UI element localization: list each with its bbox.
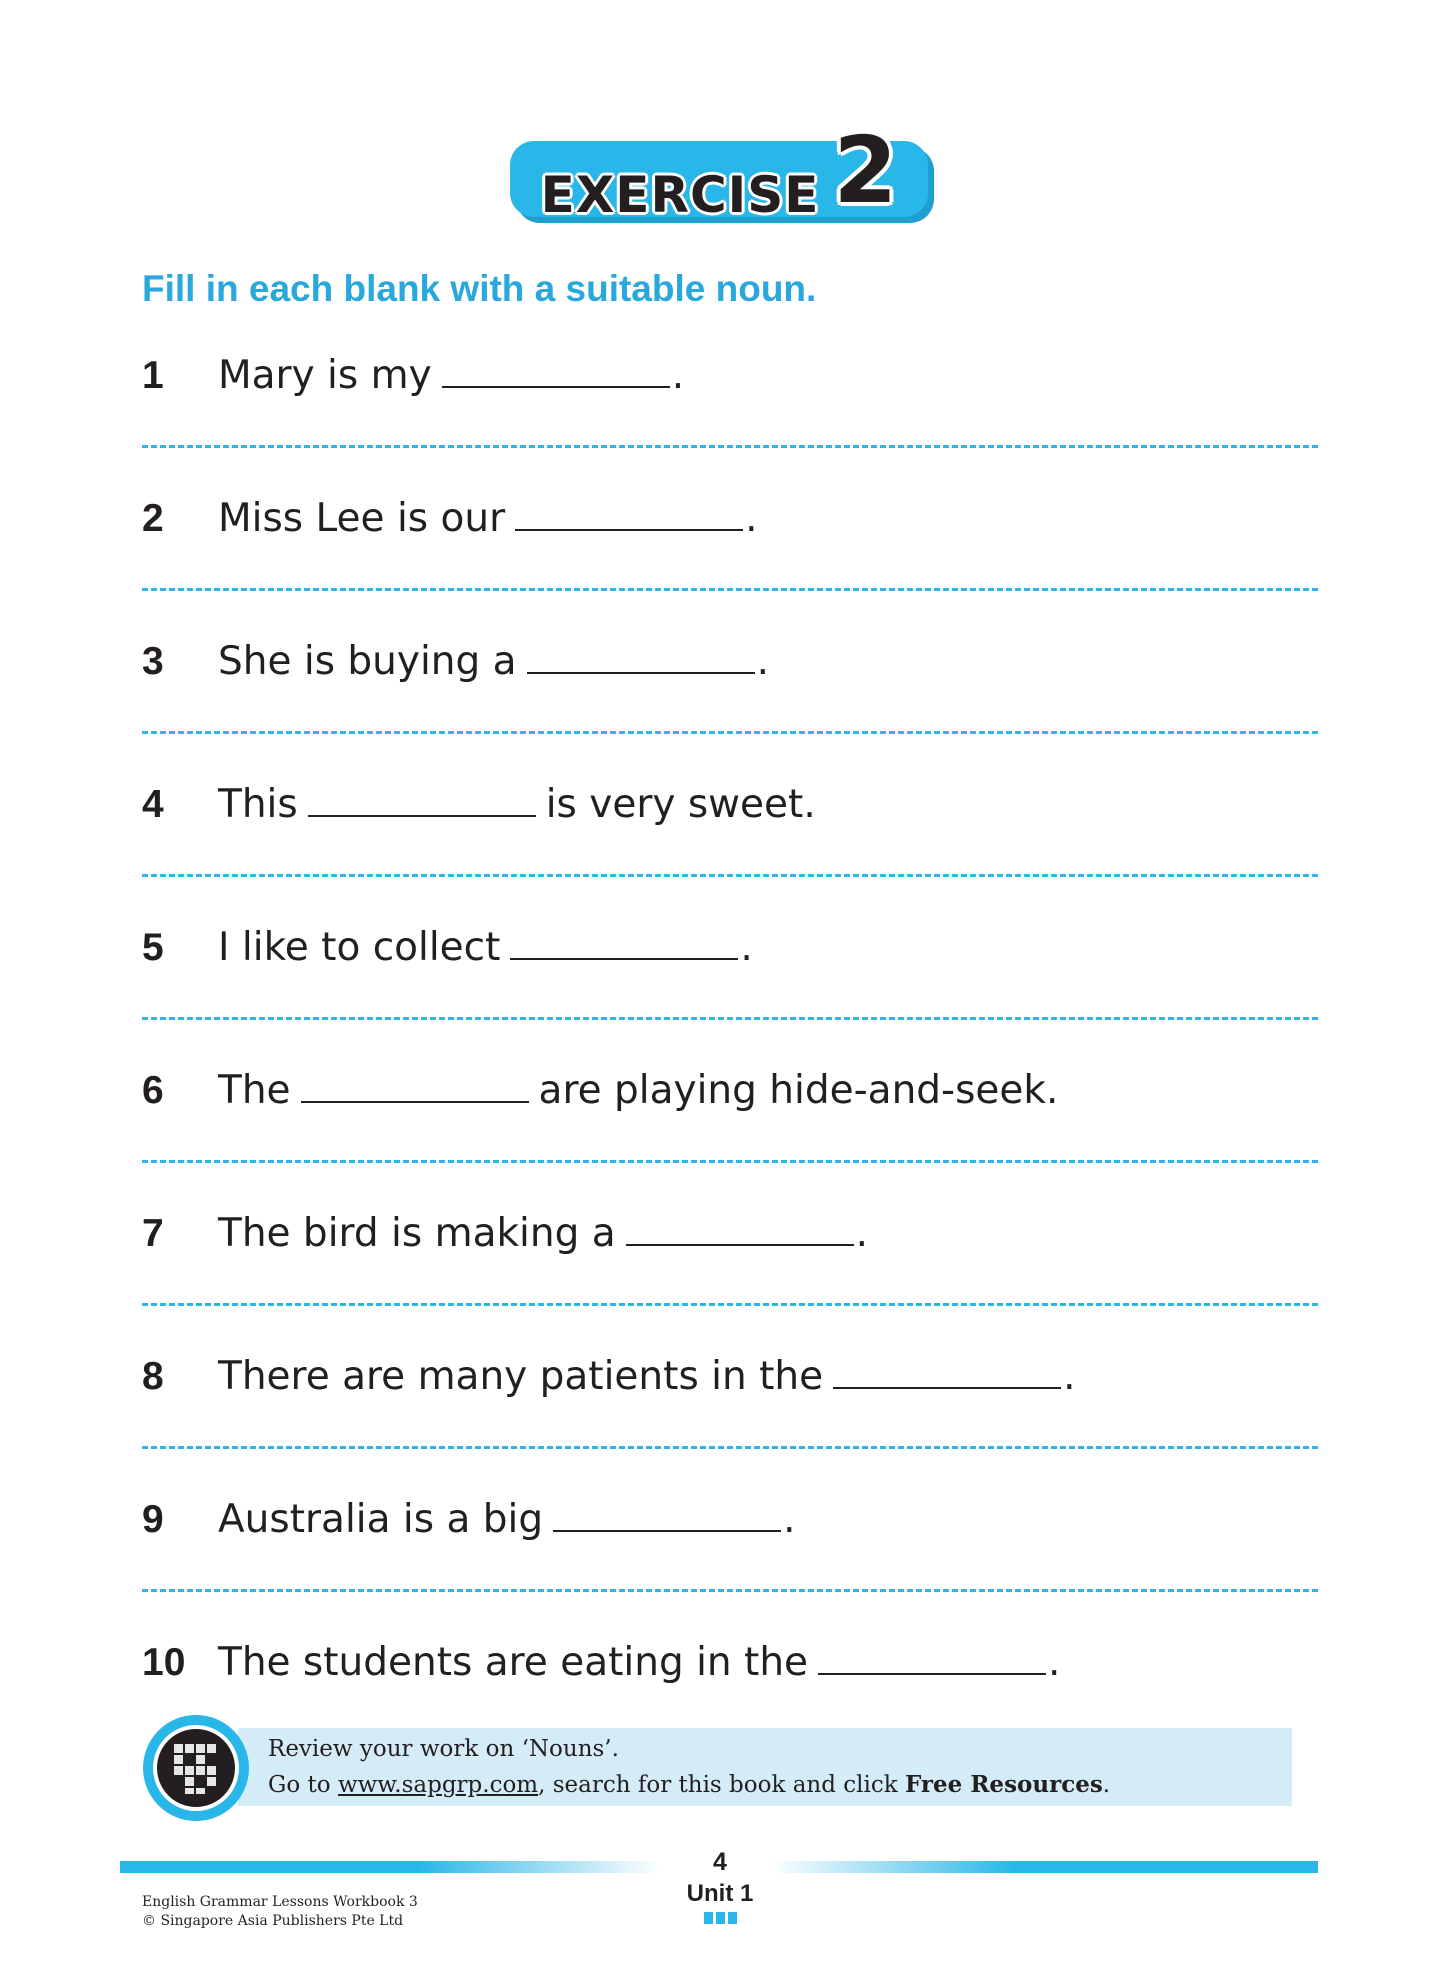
question-text-before: The bird is making a	[218, 1211, 616, 1256]
question-number: 9	[142, 1498, 164, 1541]
unit-marks	[704, 1912, 737, 1924]
answer-blank[interactable]	[308, 814, 536, 817]
free-resources-label: Free Resources	[905, 1771, 1103, 1798]
review-line-1: Review your work on ‘Nouns’.	[268, 1736, 619, 1762]
instruction-heading: Fill in each blank with a suitable noun.	[142, 268, 817, 309]
review-text	[268, 1732, 1110, 1803]
unit-label: Unit 1	[686, 1880, 754, 1907]
review-line-2	[268, 1767, 1110, 1803]
book-title: English Grammar Lessons Workbook 3	[142, 1894, 418, 1910]
dashed-divider	[142, 445, 1318, 448]
dashed-divider	[142, 731, 1318, 734]
question-text-after: are playing hide-and-seek.	[538, 1068, 1059, 1113]
question-row	[142, 496, 758, 556]
crossword-puzzle-icon	[143, 1715, 249, 1821]
answer-blank[interactable]	[515, 528, 743, 531]
footer-bar-left	[120, 1861, 660, 1873]
exercise-number: 2	[833, 116, 898, 224]
question-text-after: .	[740, 925, 753, 970]
dashed-divider	[142, 588, 1318, 591]
question-row	[142, 639, 769, 699]
dashed-divider	[142, 1589, 1318, 1592]
question-number: 1	[142, 354, 164, 397]
website-link[interactable]: www.sapgrp.com	[337, 1772, 539, 1798]
answer-blank[interactable]	[818, 1672, 1046, 1675]
question-number: 7	[142, 1212, 164, 1255]
question-row	[142, 1640, 1060, 1700]
answer-blank[interactable]	[301, 1100, 529, 1103]
question-text-before: Australia is a big	[218, 1497, 544, 1542]
question-number: 4	[142, 783, 164, 826]
dashed-divider	[142, 1303, 1318, 1306]
question-text-before: I like to collect	[218, 925, 501, 970]
review-prefix: Go to	[268, 1772, 338, 1798]
question-text-after: .	[855, 1211, 869, 1256]
review-middle: , search for this book and click	[538, 1772, 905, 1798]
question-row	[142, 782, 816, 842]
question-number: 10	[142, 1641, 186, 1684]
question-text-before: Mary is my	[218, 353, 432, 398]
answer-blank[interactable]	[510, 957, 738, 960]
question-text-before: The students are eating in the	[218, 1640, 809, 1685]
question-text-after: .	[1048, 1640, 1061, 1685]
copyright: © Singapore Asia Publishers Pte Ltd	[142, 1913, 404, 1929]
question-number: 5	[142, 926, 164, 969]
answer-blank[interactable]	[553, 1529, 781, 1532]
question-number: 8	[142, 1355, 164, 1398]
question-row	[142, 1497, 796, 1557]
exercise-word: EXERCISE	[540, 166, 820, 225]
question-text-before: She is buying a	[218, 639, 517, 684]
answer-blank[interactable]	[527, 671, 755, 674]
question-text-after: .	[671, 353, 685, 398]
question-text-after: is very sweet.	[545, 782, 816, 827]
question-text-after: .	[1063, 1354, 1076, 1399]
dashed-divider	[142, 874, 1318, 877]
answer-blank[interactable]	[442, 385, 670, 388]
page-number: 4	[713, 1848, 727, 1876]
dashed-divider	[142, 1446, 1318, 1449]
question-number: 6	[142, 1069, 164, 1112]
dashed-divider	[142, 1160, 1318, 1163]
question-row	[142, 1354, 1076, 1414]
footer-book-info	[142, 1893, 418, 1931]
exercise-badge	[510, 116, 928, 225]
question-text-before: There are many patients in the	[218, 1354, 824, 1399]
review-suffix: .	[1102, 1772, 1111, 1798]
answer-blank[interactable]	[833, 1386, 1061, 1389]
question-row	[142, 1068, 1058, 1128]
question-text-before: Miss Lee is our	[218, 496, 506, 541]
question-row	[142, 925, 753, 985]
question-text-after: .	[756, 639, 769, 684]
question-number: 2	[142, 497, 164, 540]
dashed-divider	[142, 1017, 1318, 1020]
question-number: 3	[142, 640, 164, 683]
question-text-after: .	[745, 496, 758, 541]
answer-blank[interactable]	[626, 1243, 854, 1246]
footer-bar-right	[770, 1861, 1318, 1873]
question-text-before: This	[218, 782, 298, 827]
question-row	[142, 1211, 868, 1271]
question-text-before: The	[218, 1068, 291, 1113]
question-row	[142, 353, 684, 413]
question-text-after: .	[783, 1497, 796, 1542]
